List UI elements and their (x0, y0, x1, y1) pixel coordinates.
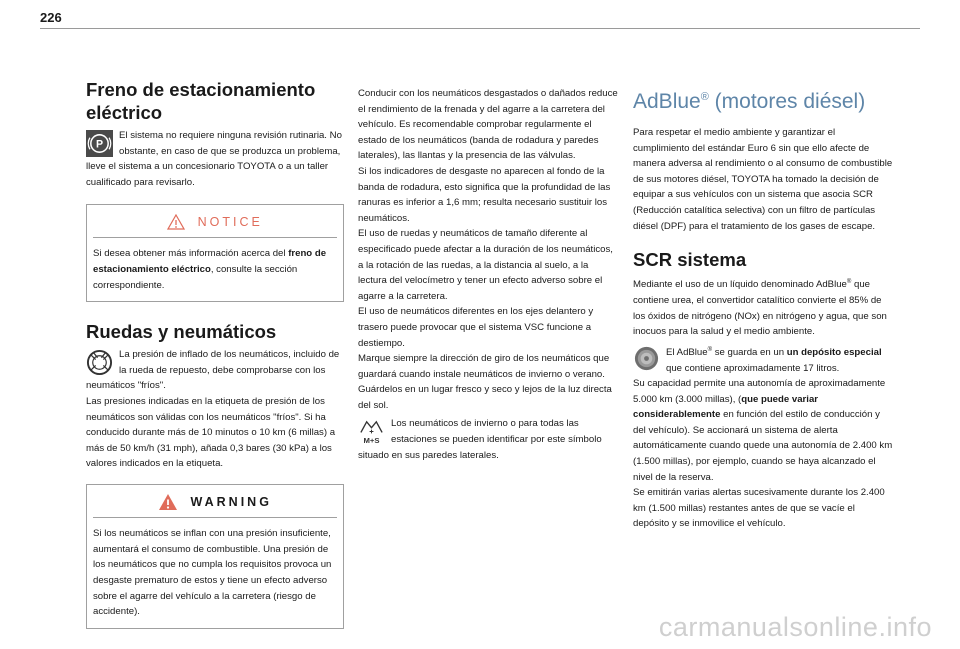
notice-triangle-icon (167, 214, 185, 230)
wear-indicator-text: Si los indicadores de desgaste no aparecen al fondo de la banda de rodadura, esto significa que la profundidad de las ranuras es inferior a 1,6 mm; resulta necesario sustituir los neumáticos. (358, 165, 611, 224)
notice-text: Si desea obtener más información acerca del freno de estacionamiento eléctrico, consulte la sección correspondiente. (93, 248, 327, 291)
winter-tire-icon (358, 418, 385, 445)
svg-text:P: P (95, 138, 104, 151)
warning-label: WARNING (190, 494, 272, 509)
column-right (633, 84, 893, 532)
column-middle (358, 86, 618, 463)
tire-pressure-paragraph: La presión de inflado de los neumáticos, incluido de la rueda de repuesto, debe comprobarse con los neumáticos "fríos". (86, 349, 340, 392)
adblue-intro-text: Para respetar el medio ambiente y garantizar el cumplimiento del estándar Euro 6 sin que ello afecte de manera adversa al rendimiento o al consumo de combustible de sus motores diésel, TOYOTA ha tomado la decisión de equipar a sus vehículos con un sistema que asocia SCR (Reducción catalítica selectiva) con un filtro de partículas diésel (DPF) para el tratamiento de los gases de escape. (633, 127, 893, 232)
tire-size-text: El uso de ruedas y neumáticos de tamaño diferente al especificado puede afectar a la duración de los neumáticos, a la rotación de las ruedas, a la distancia al suelo, a la lectura del velocímetro y tener un efecto adverso sobre el agarre a la carretera. (358, 228, 613, 302)
tire-wear-text: Conducir con los neumáticos desgastados o dañados reduce el rendimiento de la frenada y del agarre a la carretera del vehículo. Es recomendable comprobar regularmente el estado de los neumáticos (banda de rodadura y paredes laterales), las llantas y la presencia de las válvulas. (358, 88, 618, 162)
notice-label: NOTICE (197, 215, 263, 230)
adblue-tank-paragraph: El AdBlue® se guarda en un un depósito especial que contiene aproximadamente 17 litros. (633, 343, 893, 376)
parking-brake-paragraph: P El sistema no requiere ninguna revisión rutinaria. No obstante, en caso de que se produzca un problema, lleve el sistema a un concesionario TOYOTA o a un taller cualificado para revisarlo. (86, 130, 342, 188)
header-rule (40, 28, 920, 29)
scr-title: SCR sistema (633, 249, 747, 271)
scr-text-1: Mediante el uso de un líquido denominado AdBlue® que contiene urea, el convertidor catalítico convierte el 85% de los óxidos de nitrógeno (NOx) en nitrógeno y agua, que son inocuos para la salud y el medio ambiente. (633, 279, 887, 338)
watermark: carmanualsonline.info (658, 612, 932, 642)
warning-box (86, 484, 344, 629)
parking-brake-icon (86, 130, 113, 157)
axle-tires-text: El uso de neumáticos diferentes en los ejes delantero y trasero puede provocar que el sistema VSC funcione a destiempo. (358, 306, 594, 349)
page-number: 226 (40, 10, 62, 25)
warning-triangle-icon (158, 493, 178, 511)
scr-autonomy-text: Su capacidad permite una autonomía de aproximadamente 5.000 km (3.000 millas), (que puede variar considerablemente en función del estilo de conducción y del vehículo). Se accionará un sistema de alerta automáticamente cuando quede una autonomía de 2.400 km (1.500 millas), por ejemplo, cuando se haya alcanzado el nivel de la reserva. (633, 378, 893, 483)
adblue-title: AdBlue® (motores diésel) (633, 90, 866, 113)
svg-text:M+S: M+S (363, 436, 380, 446)
adblue-tank-icon (633, 345, 660, 372)
section-title-wheels-tires: Ruedas y neumáticos (86, 321, 277, 343)
tire-icon (86, 349, 113, 376)
tire-storage-text: Marque siempre la dirección de giro de los neumáticos que guardará cuando instale neumáticos de invierno o verano. Guárdelos en un lugar fresco y seco y lejos de la luz directa del sol. (358, 353, 612, 411)
column-left (86, 78, 344, 629)
warning-text: Si los neumáticos se inflan con una presión insuficiente, aumentará el consumo de combustible. Una presión de los neumáticos que no cumpla los requisitos provoca un desgaste prematuro de estos y tiene un efecto adverso sobre el agarre del vehículo a la carretera (riesgo de accidente). (93, 528, 332, 618)
notice-box (86, 204, 344, 302)
section-title-parking-brake: Freno de estacionamiento eléctrico (86, 79, 316, 123)
winter-tires-paragraph: M+S Los neumáticos de invierno o para todas las estaciones se pueden identificar por este símbolo situado en sus paredes laterales. (358, 418, 602, 461)
scr-alerts-text: Se emitirán varias alertas sucesivamente durante los 2.400 km (1.500 millas) restantes antes de que se vacíe el depósito y se inmovilice el vehículo. (633, 487, 885, 530)
tire-pressure-text: Las presiones indicadas en la etiqueta de presión de los neumáticos son válidas con los neumáticos "fríos". Si ha conducido durante más de 10 minutos o 10 km (6 millas) a más de 50 km/h (31 mph), añada 0,3 bares (30 kPa) a los valores indicados en la etiqueta. (86, 395, 336, 470)
